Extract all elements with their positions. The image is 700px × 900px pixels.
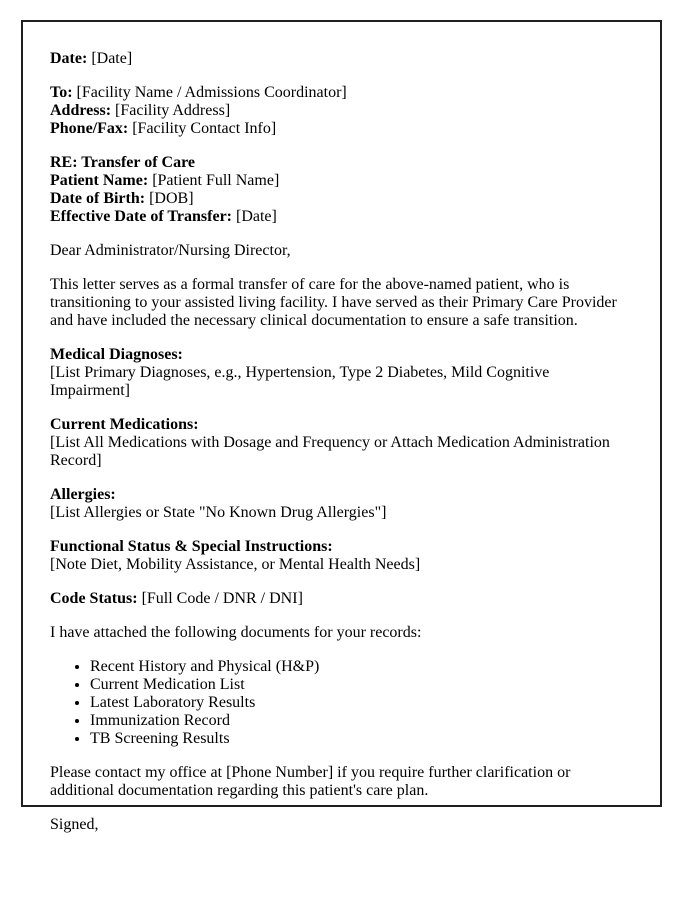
recipient-phone-label: Phone/Fax: [50,120,129,137]
code-status-value: [Full Code / DNR / DNI] [141,590,303,607]
recipient-address-value: [Facility Address] [115,102,231,119]
medical-diagnoses-body: [List Primary Diagnoses, e.g., Hypertension, Type 2 Diabetes, Mild Cognitive Impairment] [50,364,550,399]
transfer-date-line [50,208,633,226]
current-medications-body: [List All Medications with Dosage and Frequency or Attach Medication Administration Record] [50,434,610,469]
signoff: Signed, [50,816,99,833]
recipient-block [50,84,633,138]
date-of-birth-label: Date of Birth: [50,190,146,207]
intro-paragraph: This letter serves as a formal transfer of care for the above-named patient, who is transitioning to your assisted living facility. I have served as their Primary Care Provider and have included the necessary clinical documentation to ensure a safe transition. [50,276,617,329]
transfer-date-value: [Date] [236,208,277,225]
code-status-label: Code Status: [50,590,138,607]
letter-page [21,20,662,833]
patient-name-value: [Patient Full Name] [152,172,280,189]
attachment-item-immunization-record: • Immunization Record [90,712,633,730]
section-functional-status [50,538,633,574]
re-subject-label: RE: Transfer of Care [50,154,196,171]
attachment-item-medication-list: • Current Medication List [90,676,633,694]
functional-status-heading: Functional Status & Special Instructions: [50,538,333,555]
recipient-to-value: [Facility Name / Admissions Coordinator] [76,84,347,101]
recipient-phone-line [50,120,633,138]
attachments-list [50,658,633,748]
recipient-to-label: To: [50,84,73,101]
section-medical-diagnoses [50,346,633,400]
recipient-to-line [50,84,633,102]
attachments-intro: I have attached the following documents for your records: [50,624,422,641]
medical-diagnoses-heading: Medical Diagnoses: [50,346,183,363]
allergies-heading: Allergies: [50,486,116,503]
attachment-item-lab-results: • Latest Laboratory Results [90,694,633,712]
recipient-address-line [50,102,633,120]
patient-name-line [50,172,633,190]
date-value: [Date] [91,50,133,67]
date-line [50,50,633,68]
date-of-birth-value: [DOB] [149,190,194,207]
transfer-date-label: Effective Date of Transfer: [50,208,232,225]
patient-name-label: Patient Name: [50,172,149,189]
section-current-medications [50,416,633,470]
current-medications-heading: Current Medications: [50,416,199,433]
salutation: Dear Administrator/Nursing Director, [50,242,291,259]
recipient-phone-value: [Facility Contact Info] [132,120,277,137]
re-block [50,154,633,226]
code-status-line [50,590,633,608]
closing-paragraph: Please contact my office at [Phone Number] if you require further clarification or additional documentation regarding this patient's care plan. [50,764,571,799]
re-subject-line [50,154,633,172]
section-allergies [50,486,633,522]
allergies-body: [List Allergies or State "No Known Drug Allergies"] [50,504,387,521]
functional-status-body: [Note Diet, Mobility Assistance, or Mental Health Needs] [50,556,421,573]
attachment-item-hp: • Recent History and Physical (H&P) [90,658,633,676]
date-label: Date: [50,50,88,67]
recipient-address-label: Address: [50,102,112,119]
attachment-item-tb-screening: • TB Screening Results [90,730,633,748]
date-of-birth-line [50,190,633,208]
